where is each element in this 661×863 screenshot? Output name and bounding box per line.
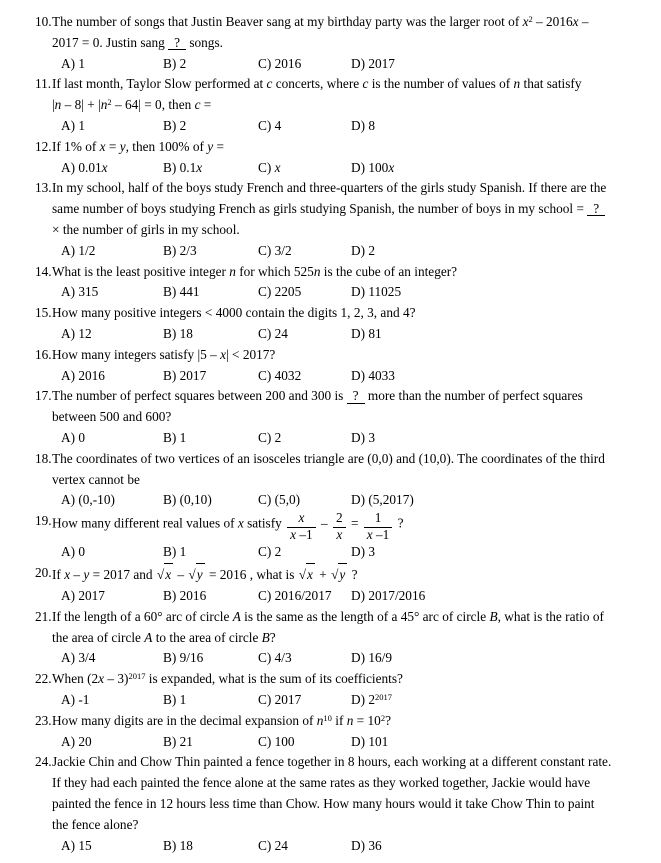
question-number: 19. [35, 513, 52, 529]
option-a: A) 0 [61, 429, 86, 445]
question-item [0, 137, 661, 179]
options-row [61, 282, 661, 303]
question-number: 14. [35, 263, 52, 279]
option-b: B) 1 [163, 691, 187, 707]
question-item [0, 386, 661, 448]
option-c: C) 2205 [258, 284, 302, 300]
option-a: A) 0.01x [61, 159, 108, 175]
fraction: $\frac{x}{x -1}$ [287, 511, 316, 542]
question-item [0, 449, 661, 511]
question-line: the fence alone? [52, 816, 139, 832]
option-a: A) 0 [61, 544, 86, 560]
question-number: 15. [35, 305, 52, 321]
option-a: A) (0,-10) [61, 492, 115, 508]
option-a: A) 3/4 [61, 650, 96, 666]
question-number: 21. [35, 608, 52, 624]
question-list [0, 12, 661, 856]
option-b: B) 2016 [163, 587, 207, 603]
options-row [61, 116, 661, 137]
options-row [61, 241, 661, 262]
option-a: A) -1 [61, 691, 90, 707]
option-b: B) 9/16 [163, 650, 204, 666]
question-item [0, 74, 661, 136]
option-a: A) 2017 [61, 587, 105, 603]
question-first-line: 24. Jackie Chin and Chow Thin painted a fence together in 8 hours, each working at a different constant rate. [52, 752, 653, 773]
question-line: between 500 and 600? [52, 409, 172, 425]
question-first-line: 14. What is the least positive integer n for which 525n is the cube of an integer? [52, 262, 653, 283]
answer-blank: ? [168, 36, 186, 50]
option-c: C) 4032 [258, 367, 302, 383]
question-item [0, 178, 661, 261]
question-item [0, 511, 661, 563]
question-first-line: 10. The number of songs that Justin Beaver sang at my birthday party was the larger root of $x^2 - 2016x$ – [52, 12, 653, 33]
option-a: A) 1 [61, 117, 86, 133]
question-line: If they had each painted the fence alone at the same rates as they worked together, Jackie would have [52, 775, 591, 791]
option-b: B) 0.1x [163, 159, 203, 175]
question-first-line: 22. When (2x – 3)$^{2017}$ is expanded, what is the sum of its coefficients? [52, 669, 653, 690]
radical: √y [188, 567, 204, 582]
options-row [61, 648, 661, 669]
question-first-line: 20. If x – y = 2017 and √x – √y = 2016 , what is √x + √y ? [52, 563, 653, 586]
radical: √y [331, 567, 347, 582]
option-d: D) 3 [351, 429, 376, 445]
question-item [0, 607, 661, 669]
radical: √x [157, 567, 173, 582]
options-row [61, 732, 661, 753]
option-c: C) 2016/2017 [258, 587, 332, 603]
question-first-line: 16. How many integers satisfy |5 – x| < 2017? [52, 345, 653, 366]
option-b: B) 18 [163, 325, 193, 341]
question-item [0, 303, 661, 345]
answer-blank: ? [347, 389, 365, 403]
question-first-line: 12. If 1% of x = y, then 100% of y = [52, 137, 653, 158]
options-row [61, 836, 661, 857]
question-line: same number of boys studying French as girls studying Spanish, the number of boys in my school = ? [52, 199, 653, 220]
fraction: $\frac{2}{x}$ [333, 511, 346, 542]
question-item [0, 669, 661, 711]
options-row [61, 690, 661, 711]
option-b: B) 1 [163, 544, 187, 560]
option-d: D) 2017/2016 [351, 587, 426, 603]
option-b: B) 441 [163, 284, 200, 300]
option-c: C) 3/2 [258, 242, 292, 258]
option-d: D) 3 [351, 544, 376, 560]
option-a: A) 12 [61, 325, 92, 341]
question-number: 23. [35, 712, 52, 728]
option-c: C) 2017 [258, 691, 302, 707]
option-d: D) 101 [351, 733, 389, 749]
option-b: B) (0,10) [163, 492, 212, 508]
option-c: C) 2016 [258, 55, 302, 71]
option-d: D) 100x [351, 159, 395, 175]
question-number: 11. [35, 76, 52, 92]
options-row [61, 586, 661, 607]
option-c: C) (5,0) [258, 492, 301, 508]
question-item [0, 711, 661, 753]
question-item [0, 262, 661, 304]
question-number: 10. [35, 14, 52, 29]
option-a: A) 20 [61, 733, 92, 749]
question-first-line: 15. How many positive integers < 4000 contain the digits 1, 2, 3, and 4? [52, 303, 653, 324]
option-b: B) 21 [163, 733, 193, 749]
options-row [61, 428, 661, 449]
option-b: B) 18 [163, 837, 193, 853]
radical: √x [299, 567, 315, 582]
option-c: C) 100 [258, 733, 295, 749]
options-row [61, 324, 661, 345]
question-line: 2017 = 0. Justin sang ? songs. [52, 34, 223, 50]
question-number: 16. [35, 346, 52, 362]
option-c: C) x [258, 159, 281, 175]
option-b: B) 2 [163, 55, 187, 71]
options-row [61, 542, 661, 563]
option-d: D) 2 [351, 242, 376, 258]
option-d: D) 2017 [351, 55, 395, 71]
options-row [61, 54, 661, 75]
option-d: D) 11025 [351, 284, 402, 300]
option-b: B) 1 [163, 429, 187, 445]
question-first-line: 11. If last month, Taylor Slow performed at c concerts, where c is the number of values of n that satisfy [52, 74, 653, 95]
question-number: 20. [35, 565, 52, 581]
options-row [61, 490, 661, 511]
question-number: 17. [35, 388, 52, 404]
option-d: D) (5,2017) [351, 492, 414, 508]
option-b: B) 2 [163, 117, 187, 133]
question-first-line: 13. In my school, half of the boys study French and three-quarters of the girls study Spanish. If there are the [52, 178, 653, 199]
option-a: A) 1 [61, 55, 86, 71]
answer-blank: ? [587, 202, 605, 216]
question-line: × the number of girls in my school. [52, 221, 240, 237]
question-line: painted the fence in 12 hours less time than Chow. How many hours would it take Chow Thin to paint [52, 795, 595, 811]
question-first-line: 18. The coordinates of two vertices of an isosceles triangle are (0,0) and (10,0). The coordinates of the third [52, 449, 653, 470]
fraction: $\frac{1}{x -1}$ [364, 511, 393, 542]
question-number: 24. [35, 754, 52, 770]
option-c: C) 4/3 [258, 650, 292, 666]
option-c: C) 24 [258, 325, 288, 341]
question-first-line: 19. How many different real values of x satisfy $\frac{x}{x -1}$ – $\frac{2}{x}$ = $\frac{1}{x -1}$ ? [35, 510, 404, 542]
question-first-line: 17. The number of perfect squares between 200 and 300 is ? more than the number of perfect squares [52, 386, 653, 407]
question-number: 22. [35, 671, 52, 687]
option-a: A) 15 [61, 837, 92, 853]
option-c: C) 2 [258, 544, 282, 560]
options-row [61, 158, 661, 179]
option-c: C) 4 [258, 117, 282, 133]
question-item [0, 345, 661, 387]
option-d: D) 8 [351, 117, 376, 133]
option-a: A) 1/2 [61, 242, 96, 258]
question-first-line: 23. How many digits are in the decimal expansion of $n^{10}$ if $n = 10^2$? [52, 711, 653, 732]
option-a: A) 2016 [61, 367, 105, 383]
option-d: D) 16/9 [351, 650, 392, 666]
option-d: D) $2^{2017}$ [351, 691, 393, 707]
option-c: C) 2 [258, 429, 282, 445]
option-d: D) 4033 [351, 367, 395, 383]
options-row [61, 366, 661, 387]
question-item [0, 752, 661, 856]
question-number: 12. [35, 138, 52, 154]
question-item [0, 12, 661, 74]
option-a: A) 315 [61, 284, 99, 300]
question-item [0, 563, 661, 607]
question-number: 18. [35, 450, 52, 466]
option-b: B) 2/3 [163, 242, 197, 258]
option-c: C) 24 [258, 837, 288, 853]
question-line: $|n - 8| + |n^2 - 64| = 0$, then c = [52, 97, 212, 113]
option-d: D) 36 [351, 837, 382, 853]
option-b: B) 2017 [163, 367, 207, 383]
question-line: the area of circle A to the area of circle B? [52, 629, 276, 645]
question-number: 13. [35, 180, 52, 196]
option-d: D) 81 [351, 325, 382, 341]
question-line: vertex cannot be [52, 471, 140, 487]
question-first-line: 21. If the length of a 60° arc of circle A is the same as the length of a 45° arc of circle B, what is the ratio of [52, 607, 653, 628]
